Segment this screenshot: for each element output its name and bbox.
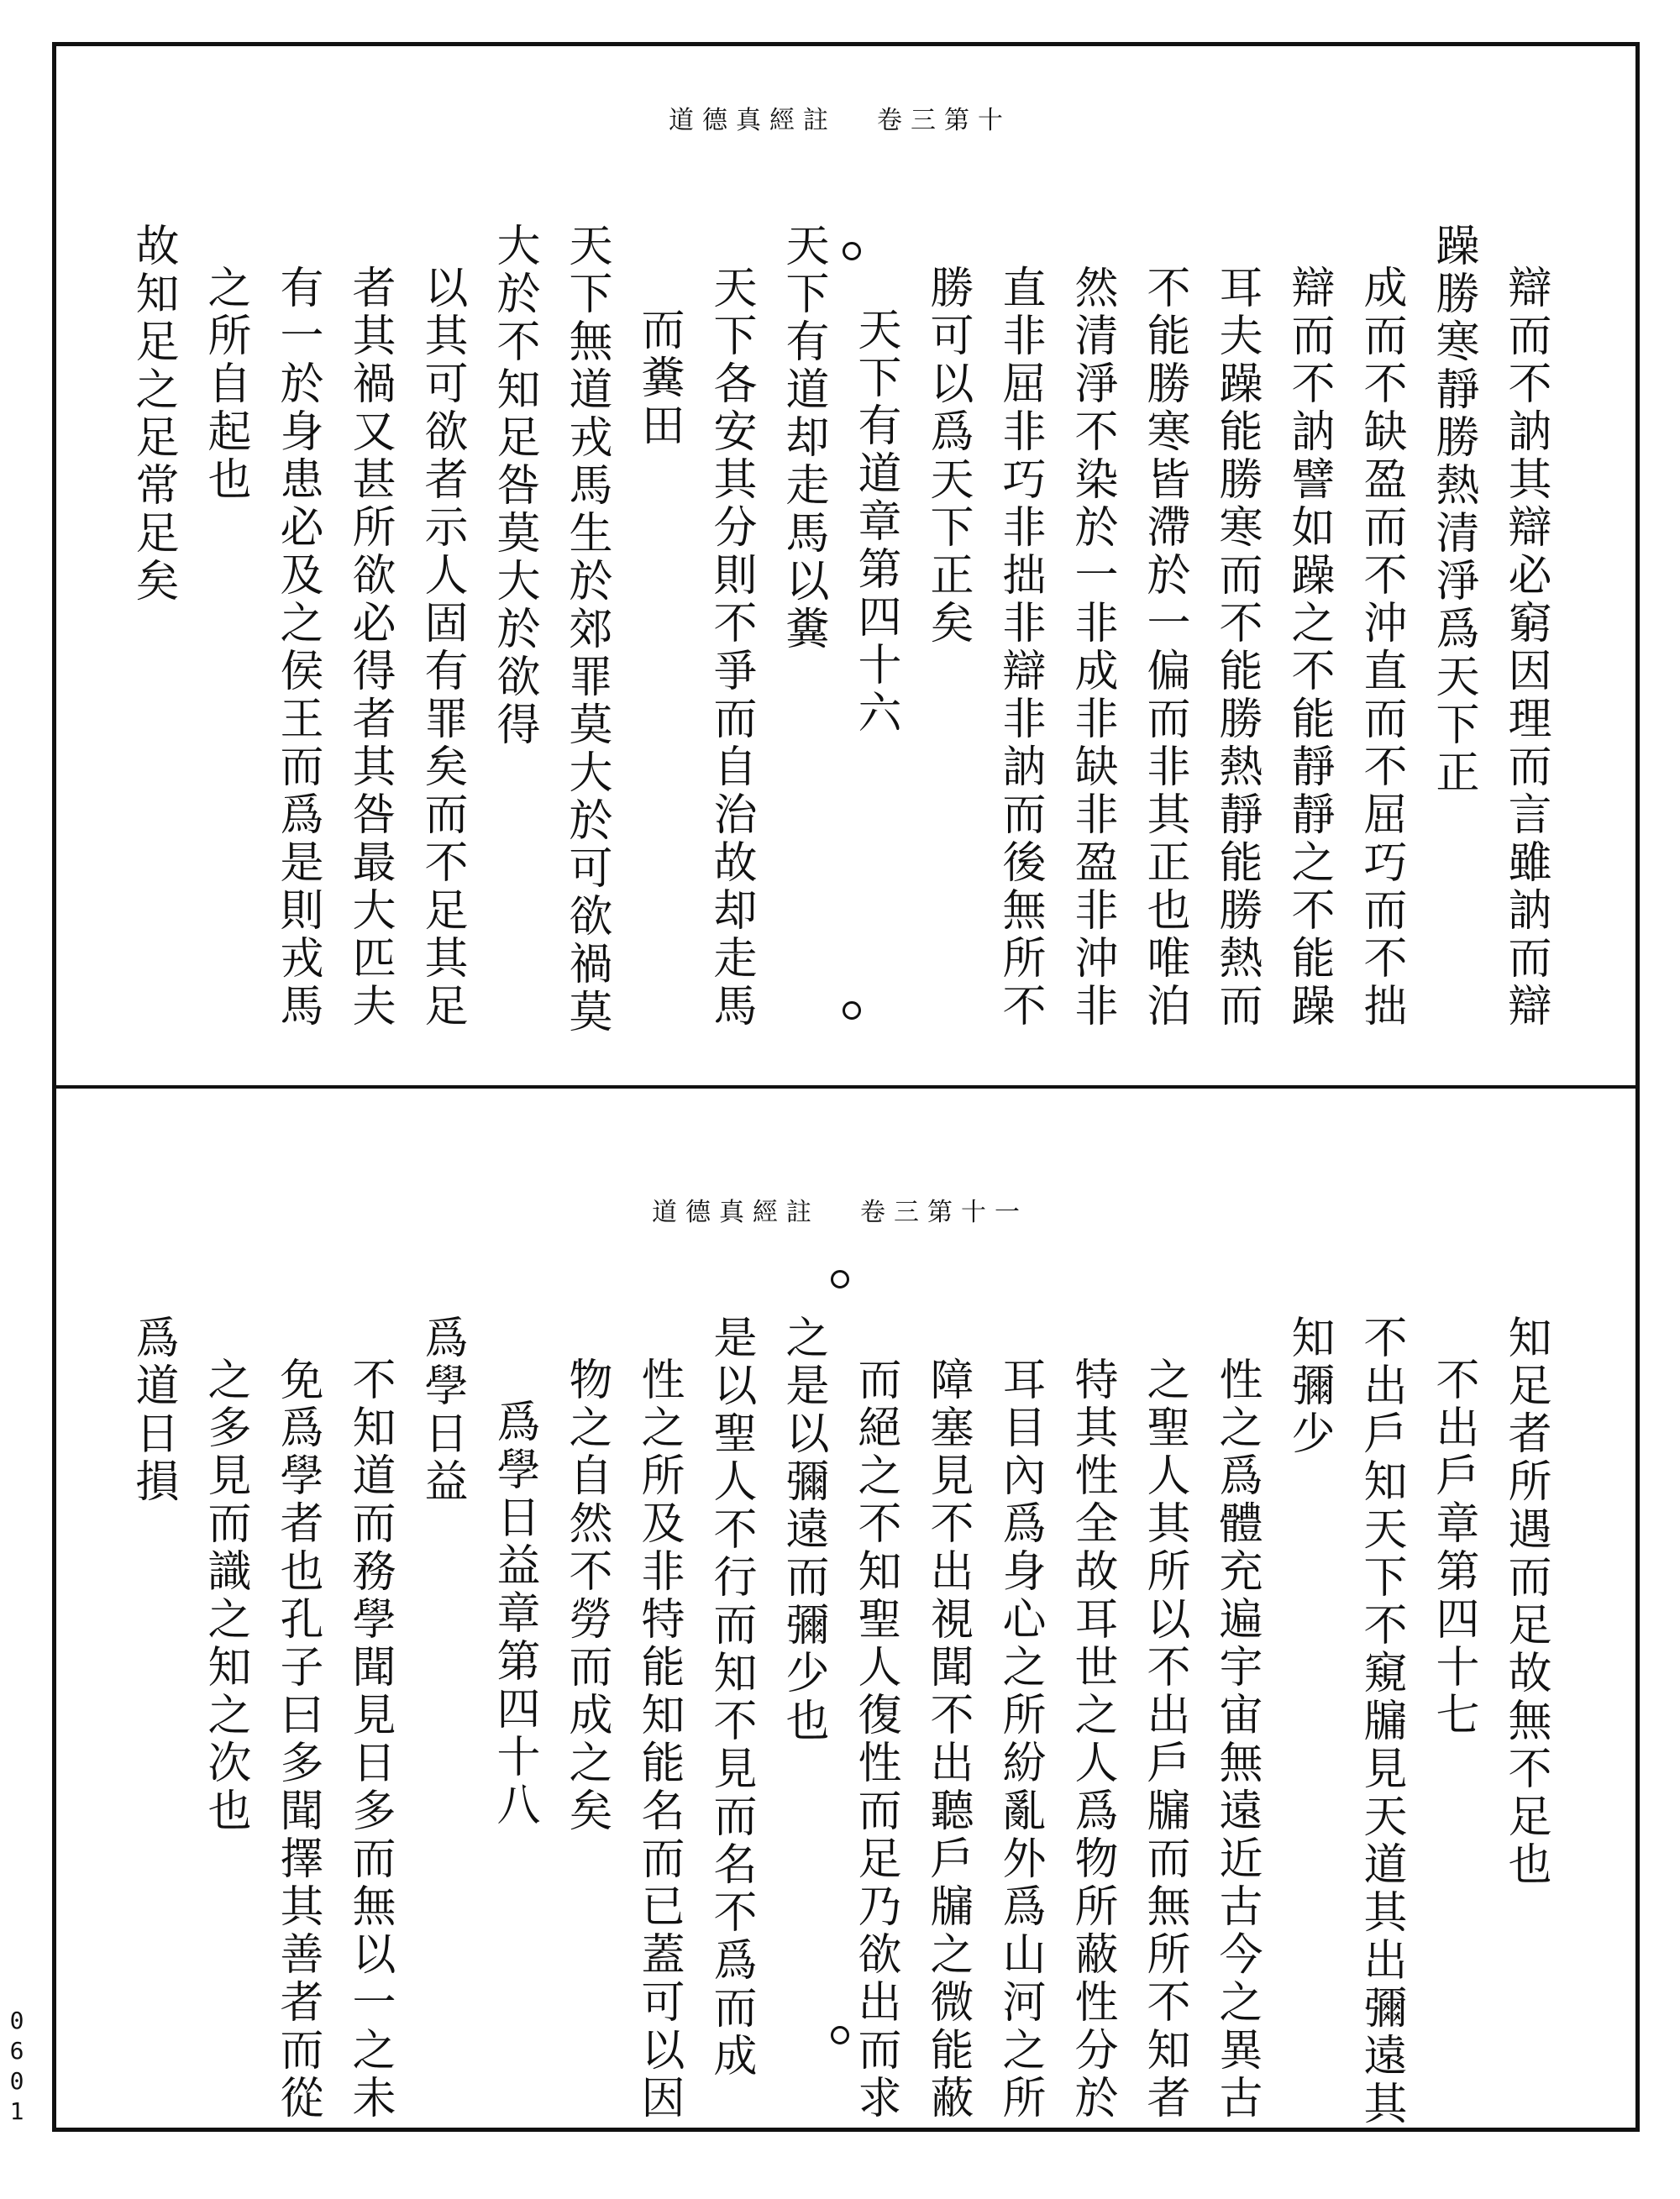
text-column: 以其可欲者示人固有罪矣而不足其足 <box>417 265 467 1031</box>
text-column: 障塞見不出視聞不出聽戶牖之微能蔽 <box>922 1357 973 2123</box>
text-column: 然清淨不染於一非成非缺非盈非沖非 <box>1067 265 1117 1031</box>
text-column: 不知道而務學聞見日多而無以一之未 <box>344 1357 395 2123</box>
text-column: 爲學日益 <box>417 1315 467 1506</box>
text-column: 特其性全故耳世之人爲物所蔽性分於 <box>1067 1357 1117 2123</box>
circle-mark-icon <box>843 242 861 260</box>
text-column: 不出戶章第四十七 <box>1428 1357 1478 1740</box>
circle-mark-icon <box>831 2026 849 2044</box>
text-column: 性之所及非特能知能名而已蓋可以因 <box>633 1357 684 2123</box>
bottom-header-volume: 卷三第十一 <box>860 1198 1028 1227</box>
bottom-header-title: 道德真經註 <box>652 1198 820 1227</box>
bottom-running-header <box>0 1191 1680 1228</box>
text-column: 大於不知足咎莫大於欲得 <box>489 223 539 749</box>
page-divider <box>52 1085 1640 1089</box>
circle-mark-icon <box>843 1001 861 1020</box>
top-running-header <box>0 99 1680 136</box>
text-column: 直非屈非巧非拙非辯非訥而後無所不 <box>995 265 1045 1031</box>
text-column: 免爲學者也孔子曰多聞擇其善者而從 <box>272 1357 323 2123</box>
text-column: 躁勝寒靜勝熱清淨爲天下正 <box>1428 223 1478 797</box>
text-column: 勝可以爲天下正矣 <box>922 265 973 648</box>
text-column: 之聖人其所以不出戶牖而無所不知者 <box>1139 1357 1189 2123</box>
text-column: 不能勝寒皆滯於一偏而非其正也唯泊 <box>1139 265 1189 1031</box>
text-column: 爲道日損 <box>128 1315 178 1506</box>
text-column: 性之爲體充遍宇宙無遠近古今之異古 <box>1211 1357 1262 2123</box>
text-column: 耳目內爲身心之所紛亂外爲山河之所 <box>995 1357 1045 2123</box>
text-column: 知足者所遇而足故無不足也 <box>1500 1315 1551 1889</box>
text-column: 而糞田 <box>633 307 684 450</box>
text-column: 物之自然不勞而成之矣 <box>561 1357 612 1835</box>
text-column: 爲學日益章第四十八 <box>489 1399 539 1829</box>
text-column: 不出戶知天下不窺牖見天道其出彌遠其 <box>1356 1315 1406 2128</box>
text-column: 成而不缺盈而不沖直而不屈巧而不拙 <box>1356 265 1406 1031</box>
text-column: 天下有道章第四十六 <box>850 307 900 737</box>
text-column: 天下無道戎馬生於郊罪莫大於可欲禍莫 <box>561 223 612 1037</box>
text-column: 故知足之足常足矣 <box>128 223 178 606</box>
text-column: 天下有道却走馬以糞 <box>778 223 828 653</box>
text-column: 之是以彌遠而彌少也 <box>778 1315 828 1745</box>
text-column: 之多見而識之知之次也 <box>200 1357 250 1835</box>
text-column: 者其禍又甚所欲必得者其咎最大匹夫 <box>344 265 395 1031</box>
page-number: 0 6 0 1 <box>9 2007 24 2125</box>
text-column: 辯而不訥其辯必窮因理而言雖訥而辯 <box>1500 265 1551 1031</box>
text-column: 有一於身患必及之侯王而爲是則戎馬 <box>272 265 323 1031</box>
top-header-title: 道德真經註 <box>669 106 837 135</box>
text-column: 而絕之不知聖人復性而足乃欲出而求 <box>850 1357 900 2123</box>
text-column: 天下各安其分則不爭而自治故却走馬 <box>706 265 756 1031</box>
text-column: 辯而不訥譬如躁之不能靜靜之不能躁 <box>1284 265 1334 1031</box>
text-column: 知彌少 <box>1284 1315 1334 1458</box>
text-column: 耳夫躁能勝寒而不能勝熱靜能勝熱而 <box>1211 265 1262 1031</box>
text-column: 之所自起也 <box>200 265 250 504</box>
circle-mark-icon <box>831 1270 849 1288</box>
top-header-volume: 卷三第十 <box>877 106 1011 135</box>
text-column: 是以聖人不行而知不見而名不爲而成 <box>706 1315 756 2081</box>
